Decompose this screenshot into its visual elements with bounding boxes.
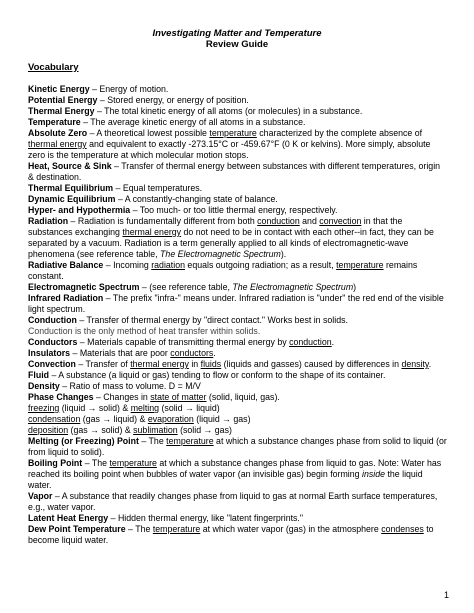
entry-radiation <box>28 216 448 260</box>
document-title: Investigating Matter and Temperature <box>152 28 322 39</box>
definition: – Too much- or too little thermal energy, respectively. <box>130 205 338 215</box>
vocabulary-list <box>28 84 448 546</box>
definition: equals outgoing radiation; as a result, <box>184 260 337 270</box>
entry-thermal-equilibrium <box>28 183 448 194</box>
reference-title: The Electromagnetic Spectrum <box>160 249 281 259</box>
definition: – A constantly-changing state of balance. <box>115 194 278 204</box>
entry-phase-changes <box>28 392 448 403</box>
entry-electromagnetic-spectrum <box>28 282 448 293</box>
underlined-term: sublimation <box>133 425 178 435</box>
definition: – Changes in <box>93 392 151 402</box>
underlined-term: state of matter <box>150 392 207 402</box>
definition: at which a substance changes phase from liquid to gas. Note: Water has reached its boiling point when bubbles of water vapor (an invisible gas) begin forming <box>28 458 442 479</box>
definition: – The total kinetic energy of all atoms (or molecules) in a substance. <box>94 106 363 116</box>
definition: ). <box>280 249 287 259</box>
definition: – Transfer of thermal energy between substances with different temperatures, origin & destination. <box>28 161 441 182</box>
entry-heat-source-sink <box>28 161 448 183</box>
term: Radiative Balance <box>28 260 104 270</box>
definition: at which a substance changes phase from solid to liquid (or from liquid to solid). <box>28 436 447 457</box>
entry-absolute-zero <box>28 128 448 161</box>
underlined-term: thermal energy <box>130 359 189 369</box>
term: Fluid <box>28 370 50 380</box>
phase-change-deposition-sublimation <box>28 425 448 436</box>
definition: – Materials capable of transmitting thermal energy by <box>77 337 290 347</box>
underlined-term: deposition <box>28 425 69 435</box>
definition: – The <box>138 436 167 446</box>
definition: (liquids and gasses) caused by differences in <box>221 359 402 369</box>
definition: – (see reference table, <box>139 282 233 292</box>
entry-conduction <box>28 315 448 337</box>
definition: – Materials that are poor <box>70 348 171 358</box>
reference-title: The Electromagnetic Spectrum <box>232 282 354 292</box>
entry-thermal-energy <box>28 106 448 117</box>
term: Insulators <box>28 348 71 358</box>
term: Conduction <box>28 315 77 325</box>
page-number: 1 <box>444 590 450 600</box>
entry-vapor <box>28 491 448 513</box>
entry-convection <box>28 359 448 370</box>
term: Dew Point Temperature <box>28 524 126 534</box>
definition: (gas → solid) & <box>68 425 134 435</box>
definition: – The <box>82 458 110 468</box>
entry-temperature <box>28 117 448 128</box>
definition: – The average kinetic energy of all atoms in a substance. <box>80 117 306 127</box>
definition: . <box>428 359 432 369</box>
phase-change-freezing-melting <box>28 403 448 414</box>
term: Hyper- and Hypothermia <box>28 205 131 215</box>
term: Vapor <box>28 491 53 501</box>
underlined-term: radiation <box>151 260 185 270</box>
entry-kinetic-energy <box>28 84 448 95</box>
term: Convection <box>28 359 76 369</box>
underlined-term: thermal energy <box>122 227 182 237</box>
definition: (liquid → gas) <box>193 414 251 424</box>
definition: – Energy of motion. <box>89 84 169 94</box>
term: Temperature <box>28 117 81 127</box>
entry-infrared-radiation <box>28 293 448 315</box>
definition: remains constant. <box>28 260 418 281</box>
underlined-term: temperature <box>166 436 214 446</box>
entry-dew-point <box>28 524 448 546</box>
definition: in <box>188 359 201 369</box>
definition: and equivalent to exactly -273.15°C or -459.67°F (0 K or kelvins). More simply, absolute zero is the temperature at which molecular motion stops. <box>28 139 431 160</box>
definition: – Radiation is fundamentally different from both <box>68 216 258 226</box>
underlined-term: convection <box>319 216 362 226</box>
entry-conductors <box>28 337 448 348</box>
term: Infrared Radiation <box>28 293 104 303</box>
entry-hyper-hypothermia <box>28 205 448 216</box>
entry-latent-heat <box>28 513 448 524</box>
definition: to become liquid water. <box>28 524 434 545</box>
definition: – Transfer of <box>75 359 131 369</box>
definition: do not need to be in contact with each other--in fact, they can be separated by a vacuum. Radiation is a term generally applied to all kinds of electromagnetic-wave phenomena (see reference table, <box>28 227 434 259</box>
definition: – Incoming <box>103 260 152 270</box>
entry-dynamic-equilibrium <box>28 194 448 205</box>
definition: (solid → gas) <box>177 425 232 435</box>
entry-potential-energy <box>28 95 448 106</box>
term: Kinetic Energy <box>28 84 90 94</box>
entry-melting-point <box>28 436 448 458</box>
underlined-term: conductors <box>170 348 214 358</box>
definition: (solid → liquid) <box>159 403 220 413</box>
term: Thermal Equilibrium <box>28 183 114 193</box>
phase-change-condensation-evaporation <box>28 414 448 425</box>
underlined-term: temperature <box>336 260 384 270</box>
definition: – The prefix "infra-" means under. Infrared radiation is "under" the red end of the visible light spectrum. <box>28 293 444 314</box>
underlined-term: temperature <box>109 458 157 468</box>
definition: (gas → liquid) & <box>80 414 148 424</box>
underlined-term: condensation <box>28 414 81 424</box>
definition: – Transfer of thermal energy by "direct contact." Works best in solids. <box>76 315 348 325</box>
entry-boiling-point <box>28 458 448 491</box>
term: Phase Changes <box>28 392 94 402</box>
term: Heat, Source & Sink <box>28 161 112 171</box>
underlined-term: temperature <box>152 524 201 534</box>
underlined-term: evaporation <box>147 414 194 424</box>
underlined-term: condenses <box>381 524 424 534</box>
definition: in that the substances exchanging <box>28 216 403 237</box>
entry-radiative-balance <box>28 260 448 282</box>
definition: characterized by the complete absence of <box>256 128 423 138</box>
definition: – A theoretical lowest possible <box>87 128 210 138</box>
definition: (liquid → solid) & <box>59 403 131 413</box>
underlined-term: freezing <box>28 403 60 413</box>
section-heading: Vocabulary <box>28 62 79 73</box>
term: Latent Heat Energy <box>28 513 109 523</box>
term: Dynamic Equilibrium <box>28 194 116 204</box>
definition: – Hidden thermal energy, like "latent fingerprints." <box>108 513 303 523</box>
emphasis: inside <box>362 469 385 479</box>
definition: – A substance (a liquid or gas) tending to flow or conform to the shape of its container. <box>49 370 386 380</box>
entry-insulators <box>28 348 448 359</box>
definition: the liquid water. <box>28 469 423 490</box>
definition: – Ratio of mass to volume. D = M/V <box>59 381 201 391</box>
term: Conductors <box>28 337 78 347</box>
definition: – A substance that readily changes phase from liquid to gas at normal Earth surface temperatures, e.g., water vapor. <box>28 491 438 512</box>
term: Radiation <box>28 216 69 226</box>
underlined-term: thermal energy <box>28 139 87 149</box>
note: Conduction is the only method of heat transfer within solids. <box>28 326 261 336</box>
term: Melting (or Freezing) Point <box>28 436 139 446</box>
document-subtitle: Review Guide <box>205 39 269 50</box>
definition: at which water vapor (gas) in the atmosphere <box>200 524 382 534</box>
term: Boiling Point <box>28 458 83 468</box>
underlined-term: temperature <box>209 128 257 138</box>
term: Electromagnetic Spectrum <box>28 282 140 292</box>
entry-density <box>28 381 448 392</box>
term: Density <box>28 381 60 391</box>
definition: . <box>213 348 216 358</box>
underlined-term: density <box>401 359 429 369</box>
definition: (solid, liquid, gas). <box>206 392 280 402</box>
term: Absolute Zero <box>28 128 88 138</box>
underlined-term: melting <box>130 403 160 413</box>
term: Potential Energy <box>28 95 98 105</box>
definition: – Equal temperatures. <box>113 183 203 193</box>
definition: and <box>299 216 320 226</box>
underlined-term: fluids <box>200 359 222 369</box>
term: Thermal Energy <box>28 106 95 116</box>
definition: . <box>331 337 335 347</box>
underlined-term: conduction <box>289 337 332 347</box>
definition: ) <box>353 282 357 292</box>
entry-fluid <box>28 370 448 381</box>
definition: – Stored energy, or energy of position. <box>97 95 249 105</box>
underlined-term: conduction <box>257 216 300 226</box>
definition: – The <box>125 524 153 534</box>
